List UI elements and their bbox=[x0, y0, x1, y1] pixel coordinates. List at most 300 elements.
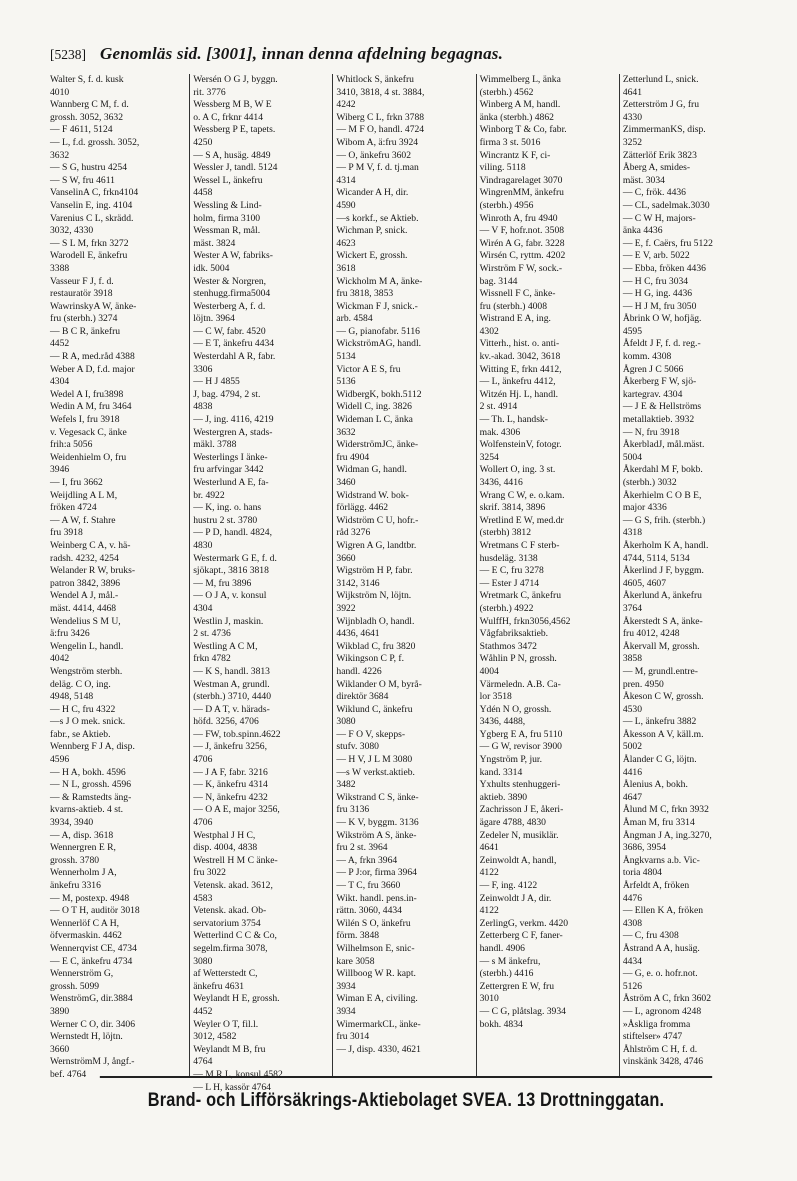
directory-entry: 4641 bbox=[622, 86, 642, 98]
directory-entry: — O T H, auditör 3018 bbox=[50, 905, 140, 917]
directory-entry: rättn. 3060, 4434 bbox=[336, 905, 402, 917]
directory-entry: Yngström P, jur. bbox=[479, 754, 542, 766]
directory-entry: råd 3276 bbox=[336, 527, 371, 539]
directory-entry: firma 3 st. 5016 bbox=[479, 136, 541, 148]
directory-entry: metallaktieb. 3932 bbox=[622, 414, 695, 426]
directory-entry: — E C, fru 3278 bbox=[479, 565, 544, 577]
directory-entry: 3306 bbox=[193, 363, 213, 375]
directory-entry: patron 3842, 3896 bbox=[50, 577, 121, 589]
directory-entry: lor 3518 bbox=[479, 691, 512, 703]
directory-entry: pren. 4950 bbox=[622, 678, 664, 690]
directory-entry: (sterbh) 3812 bbox=[479, 527, 532, 539]
directory-entry: Wetterlind C C & Co, bbox=[193, 930, 277, 942]
directory-entry: — A, disp. 3618 bbox=[50, 829, 114, 841]
directory-entry: Weinberg C A, v. hä- bbox=[50, 539, 131, 551]
directory-entry: Åkerholm K A, handl. bbox=[622, 539, 709, 551]
directory-entry: major 4336 bbox=[622, 502, 667, 514]
directory-entry: 3032, 4330 bbox=[50, 225, 94, 237]
directory-entry: Winroth A, fru 4940 bbox=[479, 212, 558, 224]
directory-entry: Westphal J H C, bbox=[193, 829, 256, 841]
directory-entry: Weyler O T, fil.l. bbox=[193, 1018, 259, 1030]
directory-entry: Wengström sterbh. bbox=[50, 665, 123, 677]
directory-entry: 3618 bbox=[336, 262, 356, 274]
directory-entry: Winborg T & Co, fabr. bbox=[479, 124, 567, 136]
directory-entry: WenströmG, dir.3884 bbox=[50, 993, 133, 1005]
directory-entry: VanselinA C, frkn4104 bbox=[50, 187, 139, 199]
directory-entry: o. A C, frknr 4414 bbox=[193, 111, 264, 123]
directory-entry: — C, fru 4308 bbox=[622, 930, 679, 942]
directory-entry: 4476 bbox=[622, 892, 642, 904]
directory-entry: 3436, 4488, bbox=[479, 716, 526, 728]
directory-entry: — M F O, handl. 4724 bbox=[336, 124, 425, 136]
directory-entry: J, bag. 4794, 2 st. bbox=[193, 388, 261, 400]
directory-entry: kvarns-aktieb. 4 st. bbox=[50, 804, 124, 816]
directory-entry: v. Vegesack C, änke bbox=[50, 426, 127, 438]
directory-entry: Zettergren E W, fru bbox=[479, 980, 555, 992]
directory-entry: — C, frök. 4436 bbox=[622, 187, 686, 199]
directory-entry: — G, e. o. hofr.not. bbox=[622, 968, 698, 980]
directory-entry: WernströmM J, ångf.- bbox=[50, 1056, 135, 1068]
directory-entry: Wikström A S, änke- bbox=[336, 829, 417, 841]
directory-entry: Wessberg P E, tapets. bbox=[193, 124, 276, 136]
directory-entry: »Åskliga fromma bbox=[622, 1018, 691, 1030]
directory-entry: — P D, handl. 4824, bbox=[193, 527, 272, 539]
directory-column bbox=[619, 74, 762, 1076]
directory-entry: skrif. 3814, 3896 bbox=[479, 502, 546, 514]
directory-entry: stenhugg.firma5004 bbox=[193, 288, 271, 300]
directory-entry: Wennerlöf C A H, bbox=[50, 917, 120, 929]
directory-entry: arb. 4584 bbox=[336, 313, 373, 325]
directory-entry: Wigström H P, fabr. bbox=[336, 565, 413, 577]
directory-entry: — G W, revisor 3900 bbox=[479, 741, 562, 753]
directory-entry: Ångman J A, ing.3270, bbox=[622, 829, 712, 841]
directory-entry: — Th. L, handsk- bbox=[479, 414, 548, 426]
directory-entry: 4641 bbox=[479, 842, 499, 854]
directory-entry: fru arfvingar 3442 bbox=[193, 464, 264, 476]
directory-entry: kv.-akad. 3042, 3618 bbox=[479, 351, 561, 363]
directory-entry: — J A F, fabr. 3216 bbox=[193, 766, 268, 778]
directory-entry: Weidenhielm O, fru bbox=[50, 451, 127, 463]
directory-entry: Wickert E, grossh. bbox=[336, 250, 408, 262]
directory-entry: — V F, hofr.not. 3508 bbox=[479, 225, 565, 237]
directory-entry: fru 2 st. 3964 bbox=[336, 842, 388, 854]
directory-entry: (sterbh.) 4562 bbox=[479, 86, 534, 98]
directory-entry: Wijnbladh O, handl. bbox=[336, 615, 415, 627]
directory-entry: Wiman E A, civiling. bbox=[336, 993, 418, 1005]
directory-entry: 4452 bbox=[50, 338, 70, 350]
directory-entry: WawrinskyA W, änke- bbox=[50, 300, 137, 312]
directory-entry: 3460 bbox=[336, 477, 356, 488]
directory-entry: — T C, fru 3660 bbox=[336, 880, 401, 891]
directory-entry: Werner C O, dir. 3406 bbox=[50, 1018, 136, 1030]
directory-entry: — K S, handl. 3813 bbox=[193, 665, 270, 677]
directory-entry: Åkeson C W, grossh. bbox=[622, 691, 704, 703]
directory-entry: — A, frkn 3964 bbox=[336, 854, 398, 866]
directory-entry: 3922 bbox=[336, 602, 356, 614]
directory-entry: 4302 bbox=[479, 325, 499, 337]
directory-entry: 4314 bbox=[336, 174, 356, 186]
directory-entry: Westerdahl A R, fabr. bbox=[193, 351, 276, 363]
directory-entry: 4830 bbox=[193, 539, 213, 551]
directory-entry: Weylandt M B, fru bbox=[193, 1043, 266, 1055]
directory-entry: Wickholm M A, änke- bbox=[336, 275, 423, 287]
directory-entry: toria 4804 bbox=[622, 867, 662, 879]
directory-entry: (sterbh.) 4922 bbox=[479, 602, 534, 614]
directory-entry: — L, änkefru 4412, bbox=[479, 376, 556, 388]
directory-entry: Åkerstedt S A, änke- bbox=[622, 615, 703, 627]
directory-entry: Westman A, grundl. bbox=[193, 678, 270, 690]
directory-page bbox=[50, 44, 762, 1124]
directory-column bbox=[332, 74, 475, 1076]
directory-entry: 4436, 4641 bbox=[336, 628, 380, 640]
directory-entry: Wikstrand C S, änke- bbox=[336, 791, 419, 803]
directory-entry: rit. 3776 bbox=[193, 86, 226, 98]
directory-entry: Wennerholm J A, bbox=[50, 867, 117, 879]
directory-entry: 3764 bbox=[622, 602, 642, 614]
directory-entry: Welander R W, bruks- bbox=[50, 565, 136, 577]
directory-entry: — Ellen K A, fröken bbox=[622, 905, 704, 917]
directory-entry: grossh. 5099 bbox=[50, 980, 100, 992]
directory-entry: Westermark G E, f. d. bbox=[193, 552, 277, 564]
directory-entry: fru 3918 bbox=[50, 527, 83, 539]
directory-entry: 3890 bbox=[50, 1005, 70, 1017]
directory-entry: Åström A C, frkn 3602 bbox=[622, 993, 712, 1005]
directory-entry: fru 4904 bbox=[336, 451, 370, 463]
directory-entry: 4595 bbox=[622, 325, 642, 337]
directory-entry: ÅkerbladJ, mål.mäst. bbox=[622, 439, 705, 451]
directory-entry: WolfensteinV, fotogr. bbox=[479, 439, 562, 451]
directory-entry: restauratör 3918 bbox=[50, 288, 113, 300]
directory-entry: grossh. 3052, 3632 bbox=[50, 111, 124, 123]
directory-entry: Wirén A G, fabr. 3228 bbox=[479, 237, 565, 249]
directory-entry: WulffH, frkn3056,4562 bbox=[479, 615, 571, 627]
directory-entry: WidbergK, bokh.5112 bbox=[336, 388, 422, 400]
directory-entry: kare 3058 bbox=[336, 955, 375, 967]
directory-entry: Wessel L, änkefru bbox=[193, 174, 263, 186]
directory-entry: — I, fru 3662 bbox=[50, 477, 103, 488]
directory-entry: Wersén O G J, byggn. bbox=[193, 74, 278, 85]
directory-entry: Witzén Hj. L, handl. bbox=[479, 388, 559, 400]
directory-entry: Weylandt H E, grossh. bbox=[193, 993, 280, 1005]
directory-entry: — J, disp. 4330, 4621 bbox=[336, 1043, 421, 1055]
directory-entry: frkn 4782 bbox=[193, 653, 231, 665]
directory-entry: Wendel A J, mål.- bbox=[50, 590, 119, 602]
directory-entry: Walter S, f. d. kusk bbox=[50, 74, 124, 85]
directory-entry: stufv. 3080 bbox=[336, 741, 379, 753]
directory-entry: Åkervall M, grossh. bbox=[622, 640, 700, 652]
directory-entry: WingrenMM, änkefru bbox=[479, 187, 564, 199]
directory-entry: 3410, 3818, 4 st. 3884, bbox=[336, 86, 425, 98]
directory-entry: komm. 4308 bbox=[622, 351, 672, 363]
directory-entry: Wiklander O M, byrå- bbox=[336, 678, 422, 690]
directory-entry: Zetterberg C F, faner- bbox=[479, 930, 563, 942]
page-title: Genomläs sid. [3001], innan denna afdelning begagnas. bbox=[100, 44, 504, 63]
directory-entry: Willboog W R. kapt. bbox=[336, 968, 416, 980]
directory-entry: Zeinwoldt A, handl, bbox=[479, 854, 557, 866]
directory-entry: Yxhults stenhuggeri- bbox=[479, 779, 561, 791]
directory-entry: 4764 bbox=[193, 1056, 213, 1068]
directory-entry: 4590 bbox=[336, 199, 356, 211]
directory-entry: Wretmark C, änkefru bbox=[479, 590, 562, 602]
directory-entry: — H C, fru 4322 bbox=[50, 703, 116, 715]
directory-entry: — Ester J 4714 bbox=[479, 577, 540, 589]
directory-entry: Ågren J C 5066 bbox=[622, 363, 684, 375]
directory-entry: Wessler J, tandl. 5124 bbox=[193, 162, 278, 174]
directory-entry: 2 st. 4736 bbox=[193, 628, 231, 640]
directory-entry: — S G, hustru 4254 bbox=[50, 162, 128, 174]
directory-entry: kartegrav. 4304 bbox=[622, 388, 683, 400]
directory-entry: Widstrand W. bok- bbox=[336, 489, 409, 501]
directory-entry: aktieb. 3890 bbox=[479, 791, 528, 803]
directory-entry: — S L M, frkn 3272 bbox=[50, 237, 129, 249]
directory-entry: 4242 bbox=[336, 99, 356, 111]
directory-entry: 4458 bbox=[193, 187, 213, 199]
directory-entry: Åkerhielm C O B E, bbox=[622, 489, 702, 501]
directory-entry: förm. 3848 bbox=[336, 930, 380, 942]
footer-advertisement bbox=[100, 1076, 712, 1124]
directory-entry: — P J:or, firma 3964 bbox=[336, 867, 417, 879]
directory-entry: frih:a 5056 bbox=[50, 439, 93, 451]
directory-entry: 3012, 4582 bbox=[193, 1031, 237, 1043]
directory-entry: 4583 bbox=[193, 892, 213, 904]
directory-entry: — K V, byggm. 3136 bbox=[336, 817, 419, 829]
directory-entry: Westerberg A, f. d. bbox=[193, 300, 266, 312]
directory-entry: 4596 bbox=[50, 754, 70, 766]
directory-entry: segelm.firma 3078, bbox=[193, 942, 268, 954]
directory-entry: Wirström F W, sock.- bbox=[479, 262, 563, 274]
directory-entry: fru 3136 bbox=[336, 804, 370, 816]
directory-entry: Wijkström N, löjtn. bbox=[336, 590, 412, 602]
directory-entry: Wåhlin P N, grossh. bbox=[479, 653, 557, 665]
directory-entry: 3436, 4416 bbox=[479, 477, 523, 488]
directory-entry: mäst. 3824 bbox=[193, 237, 236, 249]
directory-entry: disp. 4004, 4838 bbox=[193, 842, 258, 854]
directory-entry: ä:fru 3426 bbox=[50, 628, 90, 640]
directory-entry: 3482 bbox=[336, 779, 356, 791]
directory-entry: 3632 bbox=[336, 426, 356, 438]
directory-entry: 4010 bbox=[50, 86, 70, 98]
directory-entry: Åkesson A V, käll.m. bbox=[622, 728, 704, 740]
directory-entry: Vitterh., hist. o. anti- bbox=[479, 338, 560, 350]
directory-entry: grossh. 3780 bbox=[50, 854, 100, 866]
directory-entry: 4623 bbox=[336, 237, 356, 249]
directory-entry: 5134 bbox=[336, 351, 356, 363]
directory-entry: — A W, f. Stahre bbox=[50, 514, 116, 526]
directory-entry: vinskänk 3428, 4746 bbox=[622, 1056, 704, 1068]
directory-entry: —s J O mek. snick. bbox=[50, 716, 126, 728]
directory-entry: Wedin A M, fru 3464 bbox=[50, 401, 132, 413]
directory-entry: — L, änkefru 3882 bbox=[622, 716, 697, 728]
directory-entry: — N, änkefru 4232 bbox=[193, 791, 268, 803]
directory-entry: — O, änkefru 3602 bbox=[336, 149, 412, 161]
directory-entry: ZimmermanKS, disp. bbox=[622, 124, 706, 136]
directory-entry: 4530 bbox=[622, 703, 642, 715]
directory-entry: änka 4436 bbox=[622, 225, 663, 237]
directory-entry: — D A T, v. härads- bbox=[193, 703, 270, 715]
directory-entry: radsh. 4232, 4254 bbox=[50, 552, 119, 564]
directory-entry: kand. 3314 bbox=[479, 766, 523, 778]
directory-entry: 3142, 3146 bbox=[336, 577, 380, 589]
directory-entry: Westergren A, stads- bbox=[193, 426, 273, 438]
directory-entry: Wretlind E W, med.dr bbox=[479, 514, 564, 526]
directory-entry: WimermarkCL, änke- bbox=[336, 1018, 421, 1030]
directory-entry: fru 3818, 3853 bbox=[336, 288, 394, 300]
directory-entry: Wrang C W, e. o.kam. bbox=[479, 489, 565, 501]
directory-entry: Winberg A M, handl. bbox=[479, 99, 561, 111]
directory-entry: Wannberg C M, f. d. bbox=[50, 99, 129, 111]
directory-entry: mäkl. 3788 bbox=[193, 439, 237, 451]
directory-entry: Zetterström J G, fru bbox=[622, 99, 700, 111]
directory-entry: — H G, ing. 4436 bbox=[622, 288, 693, 300]
directory-entry: Zetterlund L, snick. bbox=[622, 74, 699, 85]
directory-entry: 4122 bbox=[479, 867, 499, 879]
directory-entry: handl. 4226 bbox=[336, 665, 382, 677]
directory-entry: — C W H, majors- bbox=[622, 212, 696, 224]
directory-entry: Åkerlund A, änkefru bbox=[622, 590, 702, 602]
directory-entry: (sterbh.) 4956 bbox=[479, 199, 534, 211]
directory-entry: änka (sterbh.) 4862 bbox=[479, 111, 554, 123]
directory-entry: 4647 bbox=[622, 791, 642, 803]
directory-entry: (sterbh.) 3710, 4440 bbox=[193, 691, 272, 703]
directory-entry: servatorium 3754 bbox=[193, 917, 261, 929]
directory-entry: Vanselin E, ing. 4104 bbox=[50, 199, 133, 211]
directory-entry: Åbrink O W, hofjäg. bbox=[622, 313, 702, 325]
directory-entry: Wikingson C P, f. bbox=[336, 653, 404, 665]
directory-entry: WickströmAG, handl. bbox=[336, 338, 422, 350]
directory-entry: Wickman F J, snick.- bbox=[336, 300, 418, 312]
directory-entry: Zätterlöf Erik 3823 bbox=[622, 149, 697, 161]
directory-entry: — M, fru 3896 bbox=[193, 577, 252, 589]
directory-columns bbox=[50, 74, 762, 1093]
directory-entry: Wennerström G, bbox=[50, 968, 114, 980]
directory-entry: Widström C U, hofr.- bbox=[336, 514, 419, 526]
directory-entry: Wilén S O, änkefru bbox=[336, 917, 411, 929]
directory-entry: 3858 bbox=[622, 653, 642, 665]
directory-entry: Wernstedt H, löjtn. bbox=[50, 1031, 123, 1043]
directory-entry: fru 3014 bbox=[336, 1031, 370, 1043]
directory-entry: 3080 bbox=[336, 716, 356, 728]
directory-entry: Wiberg C L, frkn 3788 bbox=[336, 111, 425, 123]
directory-entry: 5136 bbox=[336, 376, 356, 388]
directory-entry: — F, ing. 4122 bbox=[479, 880, 538, 891]
directory-entry: Wennberg F J A, disp. bbox=[50, 741, 135, 753]
directory-entry: — L H, kassör 4764 bbox=[193, 1081, 271, 1093]
directory-entry: Wessling & Lind- bbox=[193, 199, 262, 211]
directory-entry: änkefru 3316 bbox=[50, 880, 101, 891]
directory-entry: 4838 bbox=[193, 401, 213, 413]
directory-entry: Åman M, fru 3314 bbox=[622, 817, 695, 829]
directory-entry: Årfeldt A, fröken bbox=[622, 880, 690, 891]
directory-entry: Wengelin L, handl. bbox=[50, 640, 124, 652]
directory-entry: Wessman R, mål. bbox=[193, 225, 261, 237]
directory-entry: 4706 bbox=[193, 817, 213, 829]
directory-entry: 4948, 5148 bbox=[50, 691, 94, 703]
directory-entry: 3388 bbox=[50, 262, 70, 274]
directory-entry: fru (sterbh.) 3274 bbox=[50, 313, 118, 325]
directory-entry: Ångkvarns a.b. Vic- bbox=[622, 854, 700, 866]
directory-entry: — H C, fru 3034 bbox=[622, 275, 689, 287]
directory-entry: 4330 bbox=[622, 111, 642, 123]
directory-entry: — FW, tob.spinn.4622 bbox=[193, 728, 281, 740]
directory-entry: 4122 bbox=[479, 905, 499, 917]
directory-entry: fru 3022 bbox=[193, 867, 226, 879]
directory-entry: 4706 bbox=[193, 754, 213, 766]
directory-entry: Värmeledn. A.B. Ca- bbox=[479, 678, 561, 690]
directory-entry: WiderströmJC, änke- bbox=[336, 439, 419, 451]
directory-entry: höfd. 3256, 4706 bbox=[193, 716, 259, 728]
directory-entry: 4304 bbox=[50, 376, 70, 388]
directory-entry: — G, pianofabr. 5116 bbox=[336, 325, 420, 337]
directory-entry: Wideman L C, änka bbox=[336, 414, 413, 426]
directory-entry: Wedel A I, fru3898 bbox=[50, 388, 124, 400]
directory-entry: — M R L, konsul 4582 bbox=[193, 1068, 283, 1080]
directory-entry: 3010 bbox=[479, 993, 499, 1005]
directory-entry: Victor A E S, fru bbox=[336, 363, 401, 375]
directory-entry: 4004 bbox=[479, 665, 499, 677]
directory-entry: Åkerdahl M F, bokb. bbox=[622, 464, 703, 476]
directory-entry: — Ebba, fröken 4436 bbox=[622, 262, 706, 274]
directory-entry: handl. 4906 bbox=[479, 942, 525, 954]
directory-entry: 3252 bbox=[622, 136, 642, 148]
directory-entry: — H J 4855 bbox=[193, 376, 240, 388]
directory-entry: Ålander C G, löjtn. bbox=[622, 754, 697, 766]
directory-entry: Wirsén C, ryttm. 4202 bbox=[479, 250, 566, 262]
directory-entry: Åstrand A A, husäg. bbox=[622, 942, 700, 954]
directory-entry: Åkerberg F W, sjö- bbox=[622, 376, 697, 388]
directory-entry: — G S, frih. (sterbh.) bbox=[622, 514, 706, 526]
directory-entry: 3660 bbox=[50, 1043, 70, 1055]
directory-entry: — M, postexp. 4948 bbox=[50, 892, 130, 904]
directory-entry: Widell C, ing. 3826 bbox=[336, 401, 412, 413]
directory-entry: hustru 2 st. 3780 bbox=[193, 514, 258, 526]
directory-entry: förlägg. 4462 bbox=[336, 502, 389, 514]
directory-entry: — H A, bokh. 4596 bbox=[50, 766, 126, 778]
directory-entry: af Wetterstedt C, bbox=[193, 968, 258, 980]
directory-entry: 5004 bbox=[622, 451, 642, 463]
directory-entry: fröken 4724 bbox=[50, 502, 97, 514]
directory-entry: — L, f.d. grossh. 3052, bbox=[50, 136, 140, 148]
directory-entry: 4434 bbox=[622, 955, 642, 967]
directory-entry: — L, agronom 4248 bbox=[622, 1005, 702, 1017]
directory-entry: — O A E, major 3256, bbox=[193, 804, 280, 816]
directory-entry: Wefels I, fru 3918 bbox=[50, 414, 120, 426]
directory-entry: br. 4922 bbox=[193, 489, 225, 501]
directory-entry: (sterbh.) 3032 bbox=[622, 477, 677, 488]
directory-entry: Ålenius A, bokh. bbox=[622, 779, 688, 791]
page-number: [5238] bbox=[50, 47, 86, 62]
directory-column bbox=[476, 74, 619, 1076]
directory-entry: — & Ramstedts äng- bbox=[50, 791, 132, 803]
directory-entry: —s korkf., se Aktieb. bbox=[336, 212, 419, 224]
directory-entry: — C G, plåtslag. 3934 bbox=[479, 1005, 566, 1017]
directory-entry: viling. 5118 bbox=[479, 162, 526, 174]
directory-entry: Zachrisson J E, åkeri- bbox=[479, 804, 564, 816]
directory-entry: bag. 3144 bbox=[479, 275, 518, 287]
directory-entry: Westlin J, maskin. bbox=[193, 615, 264, 627]
directory-entry: fru (sterbh.) 4008 bbox=[479, 300, 548, 312]
directory-entry: 4308 bbox=[622, 917, 642, 929]
directory-entry: 3660 bbox=[336, 552, 356, 564]
directory-entry: — K, ing. o. hans bbox=[193, 502, 262, 514]
directory-entry: Wigren A G, landtbr. bbox=[336, 539, 417, 551]
directory-entry: fru 4012, 4248 bbox=[622, 628, 680, 640]
directory-entry: Wennergren E R, bbox=[50, 842, 116, 854]
directory-column bbox=[189, 74, 332, 1093]
directory-entry: — H J M, fru 3050 bbox=[622, 300, 697, 312]
directory-entry: 3934, 3940 bbox=[50, 817, 94, 829]
directory-entry: — M, grundl.entre- bbox=[622, 665, 698, 677]
directory-entry: 3080 bbox=[193, 955, 213, 967]
